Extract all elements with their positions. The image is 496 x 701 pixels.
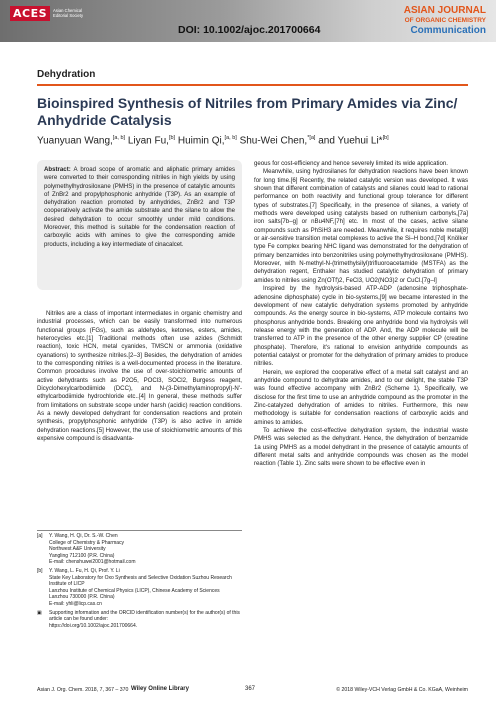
orcid-icon: ▣ bbox=[37, 609, 42, 616]
body-paragraph: Inspired by the hydrolysis-based ATP-ADP (adenosine triphosphate-adenosine diphosphate) cycle in bio-systems,[9] we became interested in the development of new catalytic dehydration systems promoted by anhydride compounds. As the energy source in bio-systems, ATP molecule contains two phosphorus anhydride bonds. Breaking one anhydride bond via hydrolysis will release energy with the generation of ADP. And, the ADP molecule will be transferred to ATP in the presence of the other energy supplier CP (creatine phosphate). Therefore, it's rational to envision anhydride compounds as potential catalyst or promoter for the dehydration of primary amides to produce nitriles. bbox=[254, 285, 468, 368]
author-affiliation: [b] bbox=[382, 135, 389, 141]
author-affiliation: [a, b] bbox=[224, 135, 237, 141]
page-number: 367 bbox=[245, 686, 256, 692]
body-paragraph: geous for cost-efficiency and hence severely limited its wide application. bbox=[254, 160, 448, 167]
footnote-supporting-info[interactable] bbox=[37, 610, 242, 630]
footnote-text[interactable]: Supporting information and the ORCID identification number(s) for the author(s) of this article can be found under: https://doi.org/10.1002/ajoc.201700664. bbox=[49, 609, 240, 629]
author-list bbox=[37, 135, 469, 146]
author-affiliation: [b] bbox=[168, 135, 176, 141]
journal-header bbox=[0, 0, 496, 62]
right-column-body bbox=[254, 160, 468, 469]
footer-copyright: © 2018 Wiley-VCH Verlag GmbH & Co. KGaA, Weinheim bbox=[336, 687, 468, 693]
footer-wiley-link[interactable]: Wiley Online Library bbox=[131, 686, 189, 692]
footnote-text: Y. Wang, L. Fu, H. Qi, Prof. Y. Li State Key Laboratory for Oxo Synthesis and Selective Oxidation Suzhou Research Institute of LICP Lanzhou Institute of Chemical Physics (LICP), Chinese Academy of Sciences Lanzhou 730000 (P.R. China) E-mail: yhli@licp.cas.cn bbox=[49, 567, 232, 607]
journal-name bbox=[404, 6, 486, 36]
author-name: Shu-Wei Chen, bbox=[239, 135, 308, 147]
abstract-label: Abstract: bbox=[44, 166, 71, 173]
footnote-affiliation-a bbox=[37, 533, 242, 566]
author-affiliation: *[a] bbox=[307, 135, 316, 141]
footnote-affiliation-b bbox=[37, 568, 242, 608]
body-paragraph: Meanwhile, using hydrosilanes for dehydration reactions have been known for long time.[6] Recently, the related catalytic version was developed. It was shown that different combination of catalysts and silanes could lead to rational performance on both reactivity and functional group tolerance for different types of substrates.[7] Specifically, in the presence of silanes, a variety of methods were developed using catalysts based on ruthenium carbonyls,[7a] iron salts[7b–g] or nBu4NF,[7h] etc. In most of the cases, active silane compounds such as PhSiH3 are needed. Meanwhile, it requires noble metal[8] or air-sensitive transition metal complexes to active the Si–H bond.[7d] Knölker type Fe complex bearing NHC ligand was demonstrated for the dehydration of primary benzamides into benzonitriles using polymethylhydrosiloxane (PMHS). Moreover, with N-methyl-N-(trimethylsilyl)trifluoroacetamide (MSTFA) as the dehydration regent, Enthaler has studied catalytic dehydration of primary amides to nitriles using Zn(OTf)2, FeCl3, UO2(NO3)2 or CuCl.[7g–l] bbox=[254, 168, 468, 284]
body-paragraph: To achieve the cost-effective dehydration system, the industrial waste PMHS was selected as the dehydrant. Hence, the dehydration of benzamide 1a using PMHS as a model dehydrant in the presence of catalytic amounts of different metal salts and anhydride compounds was chosen as the model reaction (Table 1). Zinc salts were shown to be effective even in bbox=[254, 427, 468, 468]
journal-name-line2: OF ORGANIC CHEMISTRY bbox=[404, 17, 486, 24]
author-affiliation: [a, b] bbox=[112, 135, 126, 141]
footnote-tag: [b] bbox=[37, 567, 43, 574]
author-name: Yuanyuan Wang, bbox=[37, 135, 113, 147]
footnote-text: Y. Wang, H. Qi, Dr. S.-W. Chen College of Chemistry & Pharmacy Northwest A&F University Yangling 712100 (P.R. China) E-mail: chenshuwei2001@hotmail.com bbox=[49, 533, 136, 566]
abstract-box bbox=[37, 160, 242, 290]
doi-label[interactable]: DOI: 10.1002/ajoc.201700664 bbox=[178, 24, 321, 36]
left-column-body bbox=[37, 310, 242, 444]
section-divider bbox=[37, 84, 468, 86]
article-type: Communication bbox=[410, 25, 486, 36]
body-paragraph: Nitriles are a class of important intermediates in organic chemistry and industrial processes, which can be easily transformed into numerous functional groups (FGs), such as aldehydes, ketones, esters, amides, heterocycles etc.[1] Traditional methods often use azides (Schmidt reaction), toxic HCN, metal cyanides, TMSCN or ammonia (oxidative cyanations) to synthesize nitriles.[2–3] Besides, the dehydration of amides to the corresponding nitriles is a well-documented process in the literature. Common procedures involve the use of over-stoichiometric amounts of active dehydrants such as P2O5, POCl3, SOCl2, Burgess reagent, Dicyclohexylcarbodiimide (DCC), and N-(3-Dimethylaminopropyl)-N'-ethylcarbodiimide hydrochloride etc..[4] In general, these methods suffer from limitations on substrate scope under harsh (acidic) reaction conditions. As a newly developed dehydrant for condensation reactions and protein synthesis, propylphosphonic anhydride (T3P) is also active in amide dehydration reactions.[5] However, the use of stoichiometric amounts of this expensive compound is disadvanta- bbox=[37, 310, 242, 443]
footnote-divider bbox=[37, 530, 242, 531]
author-name: Huimin Qi, bbox=[177, 135, 225, 147]
section-label: Dehydration bbox=[37, 69, 96, 80]
abstract-text: A broad scope of aromatic and aliphatic primary amides were converted to their corresponding nitriles in high yields by using polymethylhydrosiloxane (PMHS) in the presence of catalytic amounts of ZnBr2 and propylphosphonic anhydride (T3P). As an example of dehydration reaction promoted by anhydrides, ZnBr2 and T3P cooperatively activate the amide substrate and the silane to allow the desired dehydration to occur smoothly under mild conditions. Moreover, this method is suitable for the condensation reaction of carboxylic acids with amines to give the corresponding amide products, including a key intermediate of cinacalcet. bbox=[44, 166, 235, 248]
author-name: Liyan Fu, bbox=[127, 135, 169, 147]
footnotes bbox=[37, 533, 242, 631]
author-name: and Yuehui Li* bbox=[318, 135, 383, 147]
aces-logo-text: ACES bbox=[10, 6, 50, 21]
aces-logo-subtitle: Asian Chemical Editorial Society bbox=[53, 8, 84, 18]
footnote-tag: [a] bbox=[37, 533, 43, 539]
body-paragraph: Herein, we explored the cooperative effect of a metal salt catalyst and an anhydride compound to dehydrate amides, and to our delight, the stable T3P was found effective accompany with ZnBr2 (Scheme 1). Specifically, we disclose for the first time to use an anhydride compound as the promoter in the Zinc-catalyzed dehydration of amides to nitriles. Furthermore, this new methodology is suitable for condensation reactions of carboxylic acids and amines to amides. bbox=[254, 368, 468, 426]
aces-logo bbox=[10, 5, 98, 21]
journal-name-line1: ASIAN JOURNAL bbox=[403, 5, 486, 16]
article-title: Bioinspired Synthesis of Nitriles from Primary Amides via Zinc/ Anhydride Catalysis bbox=[37, 95, 458, 128]
footer-citation: Asian J. Org. Chem. 2018, 7, 367 – 370 bbox=[37, 687, 129, 693]
